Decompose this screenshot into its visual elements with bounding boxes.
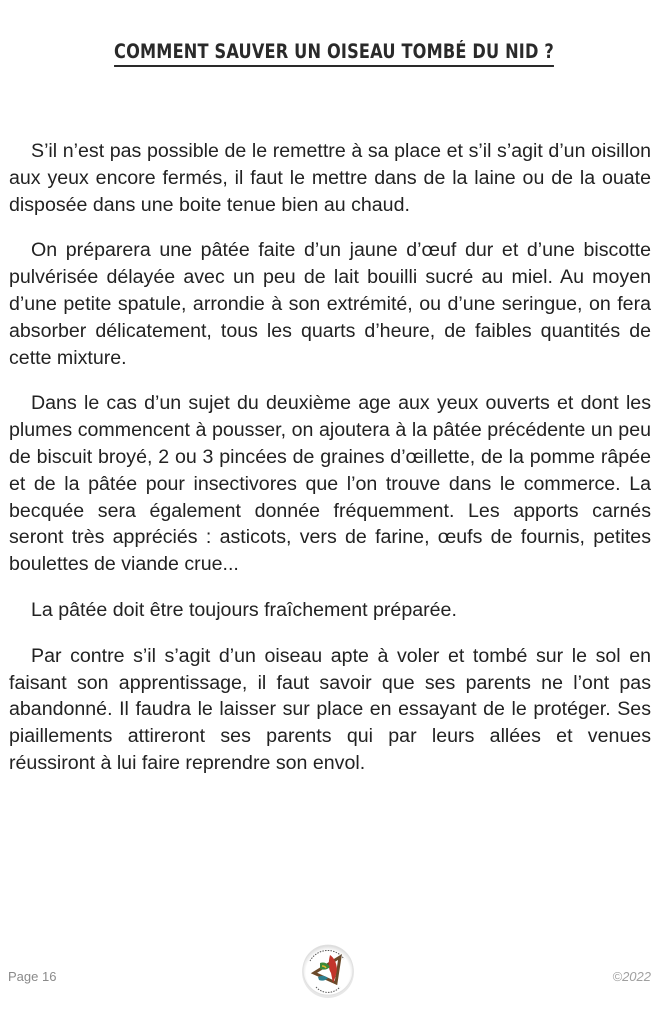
article-body xyxy=(9,138,651,796)
paragraph: Dans le cas d’un sujet du deuxième age aux yeux ouverts et dont les plumes commencent à pousser, on ajoutera à la pâtée précédente un peu de biscuit broyé, 2 ou 3 pincées de graines d’œillette, de la pomme râpée et de la pâtée pour insectivores que l’on trouve dans le commerce. La becquée sera également donnée fréquemment. Les apports carnés seront très appréciés : asticots, vers de farine, œufs de fournis, petites boulettes de viande crue... xyxy=(9,392,651,576)
bird-club-logo-icon xyxy=(300,943,356,999)
page-title-wrap xyxy=(0,40,667,67)
copyright: ©2022 xyxy=(612,969,651,984)
paragraph: La pâtée doit être toujours fraîchement préparée. xyxy=(31,598,457,621)
page-title: COMMENT SAUVER UN OISEAU TOMBÉ DU NID ? xyxy=(114,40,554,67)
page-number: Page 16 xyxy=(8,969,57,984)
paragraph: S’il n’est pas possible de le remettre à sa place et s’il s’agit d’un oisillon aux yeux encore fermés, il faut le mettre dans de la laine ou de la ouate disposée dans une boite tenue bien au chaud. xyxy=(9,140,651,216)
paragraph: On préparera une pâtée faite d’un jaune d’œuf dur et d’une biscotte pulvérisée délayée avec un peu de lait bouilli sucré au miel. Au moyen d’une petite spatule, arrondie à son extrémité, ou d’une seringue, on fera absorber délicatement, tous les quarts d’heure, de faibles quantités de cette mixture. xyxy=(9,239,651,369)
paragraph: Par contre s’il s’agit d’un oiseau apte à voler et tombé sur le sol en faisant son apprentissage, il faut savoir que ses parents ne l’ont pas abandonné. Il faudra le laisser sur place en essayant de le protéger. Ses piaillements attireront ses parents qui par leurs allées et venues réussiront à lui faire reprendre son envol. xyxy=(9,644,651,774)
